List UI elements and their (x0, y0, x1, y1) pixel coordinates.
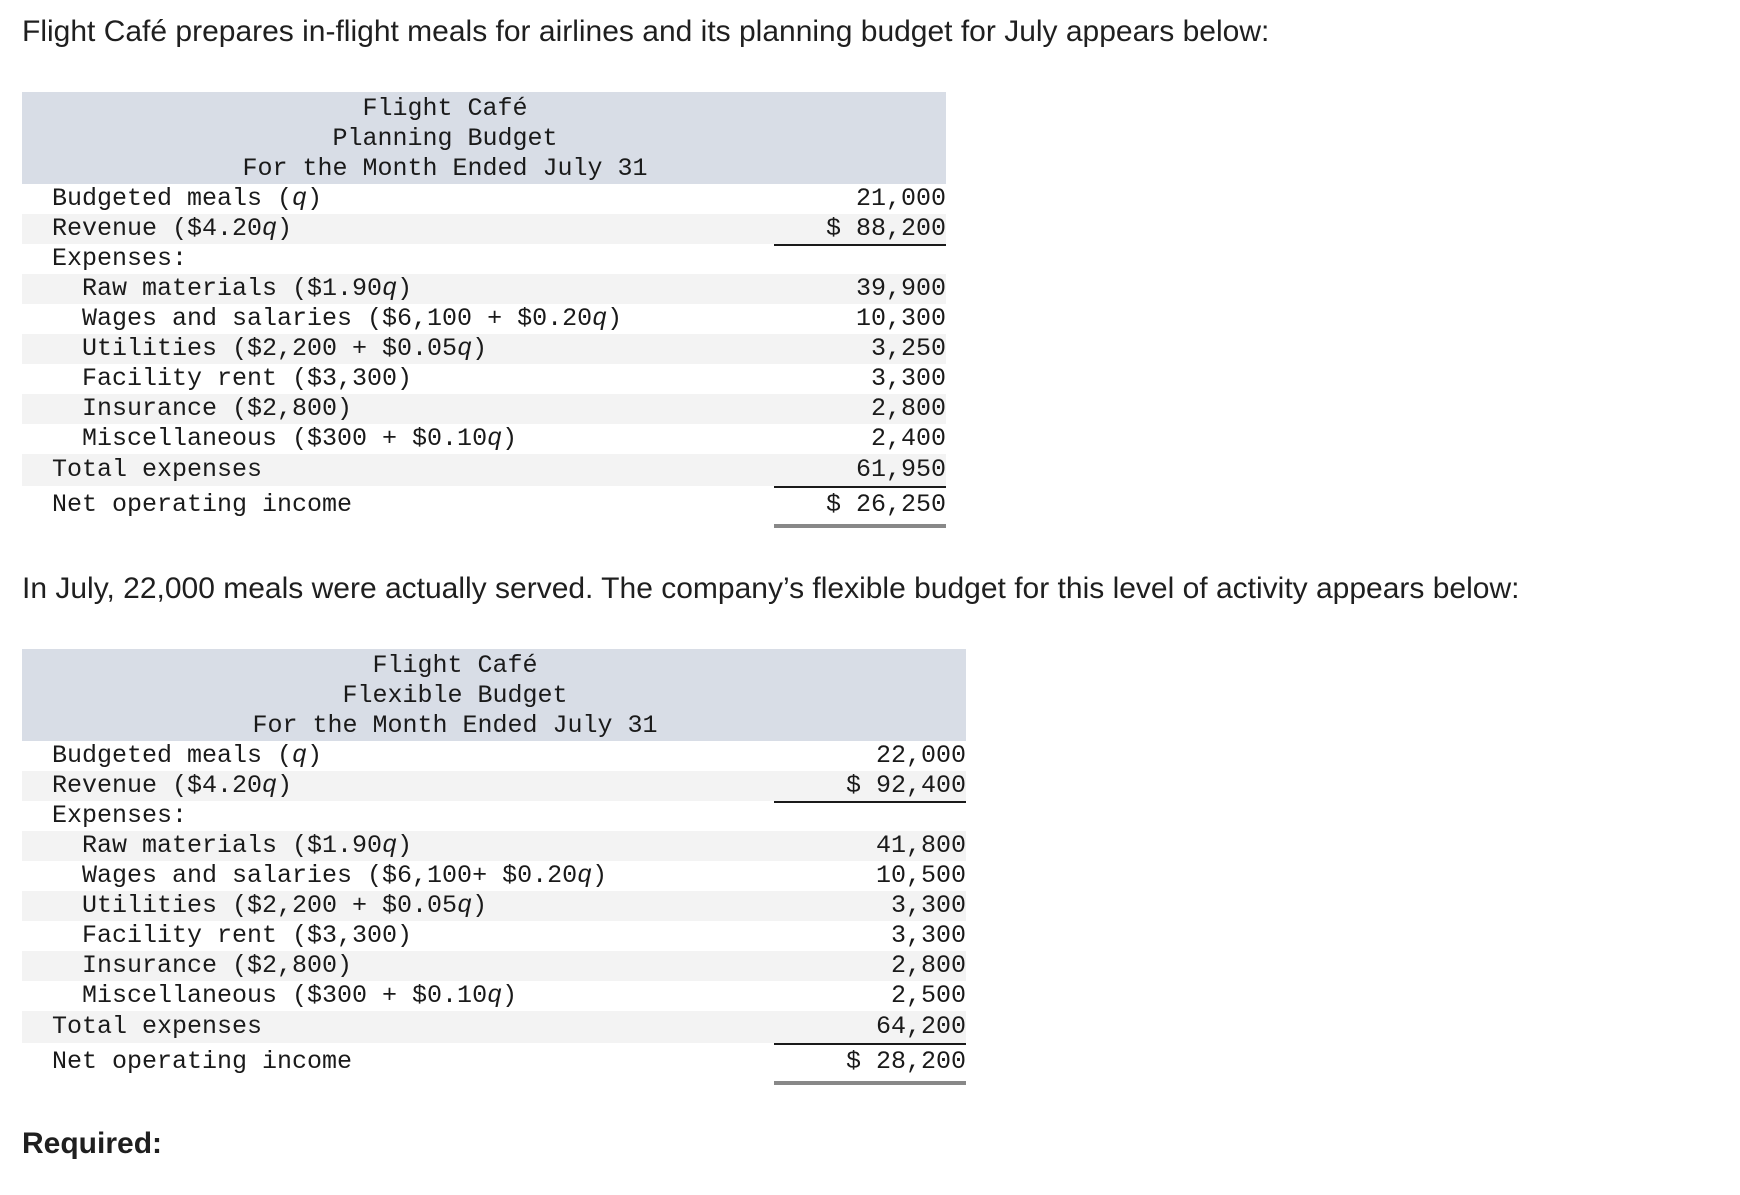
row-amount: 3,300 (890, 891, 966, 920)
row-amount: 3,300 (890, 921, 966, 950)
row-amount: 2,800 (890, 951, 966, 980)
flexible-misc-row (22, 981, 966, 1011)
row-label: Facility rent ($3,300) (82, 364, 413, 393)
row-amount: $ 28,200 (774, 1043, 966, 1085)
row-amount: 41,800 (875, 831, 966, 860)
row-amount: 2,500 (774, 981, 966, 1013)
planning-meals-row (22, 184, 946, 214)
row-label: Revenue ($4.20q) (52, 771, 293, 800)
planning-wages-row (22, 304, 946, 334)
flexible-budget-company: Flight Café (372, 651, 538, 680)
row-label: Expenses: (52, 801, 188, 830)
row-label: Wages and salaries ($6,100+ $0.20q) (82, 861, 608, 890)
row-amount: 21,000 (855, 184, 946, 213)
middle-text: In July, 22,000 meals were actually served. The company’s flexible budget for this level of activity appears below: (22, 572, 1520, 605)
row-label: Budgeted meals (q) (52, 741, 323, 770)
intro-text: Flight Café prepares in-flight meals for airlines and its planning budget for July appears below: (22, 15, 1270, 48)
row-label: Facility rent ($3,300) (82, 921, 413, 950)
planning-rent-row (22, 364, 946, 394)
row-label: Insurance ($2,800) (82, 394, 353, 423)
planning-insurance-row (22, 394, 946, 424)
row-amount: 10,300 (855, 304, 946, 333)
row-label: Utilities ($2,200 + $0.05q) (82, 891, 488, 920)
row-label: Expenses: (52, 244, 188, 273)
planning-budget-period: For the Month Ended July 31 (242, 154, 648, 183)
row-label: Utilities ($2,200 + $0.05q) (82, 334, 488, 363)
required-heading: Required: (22, 1127, 163, 1160)
row-label: Insurance ($2,800) (82, 951, 353, 980)
row-label: Revenue ($4.20q) (52, 214, 293, 243)
flexible-expenses-heading-row (22, 801, 966, 831)
flexible-total-row (22, 1011, 966, 1043)
planning-budget-company: Flight Café (362, 94, 528, 123)
row-label: Net operating income (52, 1047, 353, 1076)
row-label: Raw materials ($1.90q) (82, 274, 413, 303)
row-label: Total expenses (52, 455, 263, 484)
flexible-revenue-row (22, 771, 966, 801)
flexible-noi-row (22, 1043, 966, 1081)
flexible-insurance-row (22, 951, 966, 981)
planning-revenue-row (22, 214, 946, 244)
row-label: Miscellaneous ($300 + $0.10q) (82, 424, 518, 453)
planning-utilities-row (22, 334, 946, 364)
row-amount: 2,400 (774, 424, 946, 456)
row-amount: 3,250 (870, 334, 946, 363)
flexible-meals-row (22, 741, 966, 771)
flexible-budget-period: For the Month Ended July 31 (252, 711, 658, 740)
planning-expenses-heading-row (22, 244, 946, 274)
planning-budget-title: Planning Budget (332, 124, 558, 153)
row-amount: 39,900 (855, 274, 946, 303)
row-amount: $ 26,250 (774, 486, 946, 528)
planning-misc-row (22, 424, 946, 454)
row-amount: 61,950 (774, 454, 946, 488)
flexible-budget-table (22, 649, 966, 1081)
planning-noi-row (22, 486, 946, 524)
planning-budget-table (22, 92, 946, 524)
row-amount: $ 88,200 (774, 214, 946, 246)
row-label: Net operating income (52, 490, 353, 519)
flexible-rent-row (22, 921, 966, 951)
planning-budget-header (22, 92, 946, 184)
flexible-utilities-row (22, 891, 966, 921)
row-amount: 22,000 (875, 741, 966, 770)
row-amount: 64,200 (774, 1011, 966, 1045)
row-amount: 3,300 (870, 364, 946, 393)
planning-total-row (22, 454, 946, 486)
flexible-wages-row (22, 861, 966, 891)
planning-raw-row (22, 274, 946, 304)
row-amount: $ 92,400 (774, 771, 966, 803)
row-amount: 10,500 (875, 861, 966, 890)
flexible-budget-header (22, 649, 966, 741)
row-amount: 2,800 (870, 394, 946, 423)
flexible-budget-title: Flexible Budget (342, 681, 568, 710)
row-label: Raw materials ($1.90q) (82, 831, 413, 860)
row-label: Miscellaneous ($300 + $0.10q) (82, 981, 518, 1010)
flexible-raw-row (22, 831, 966, 861)
row-label: Wages and salaries ($6,100 + $0.20q) (82, 304, 623, 333)
row-label: Budgeted meals (q) (52, 184, 323, 213)
row-label: Total expenses (52, 1012, 263, 1041)
